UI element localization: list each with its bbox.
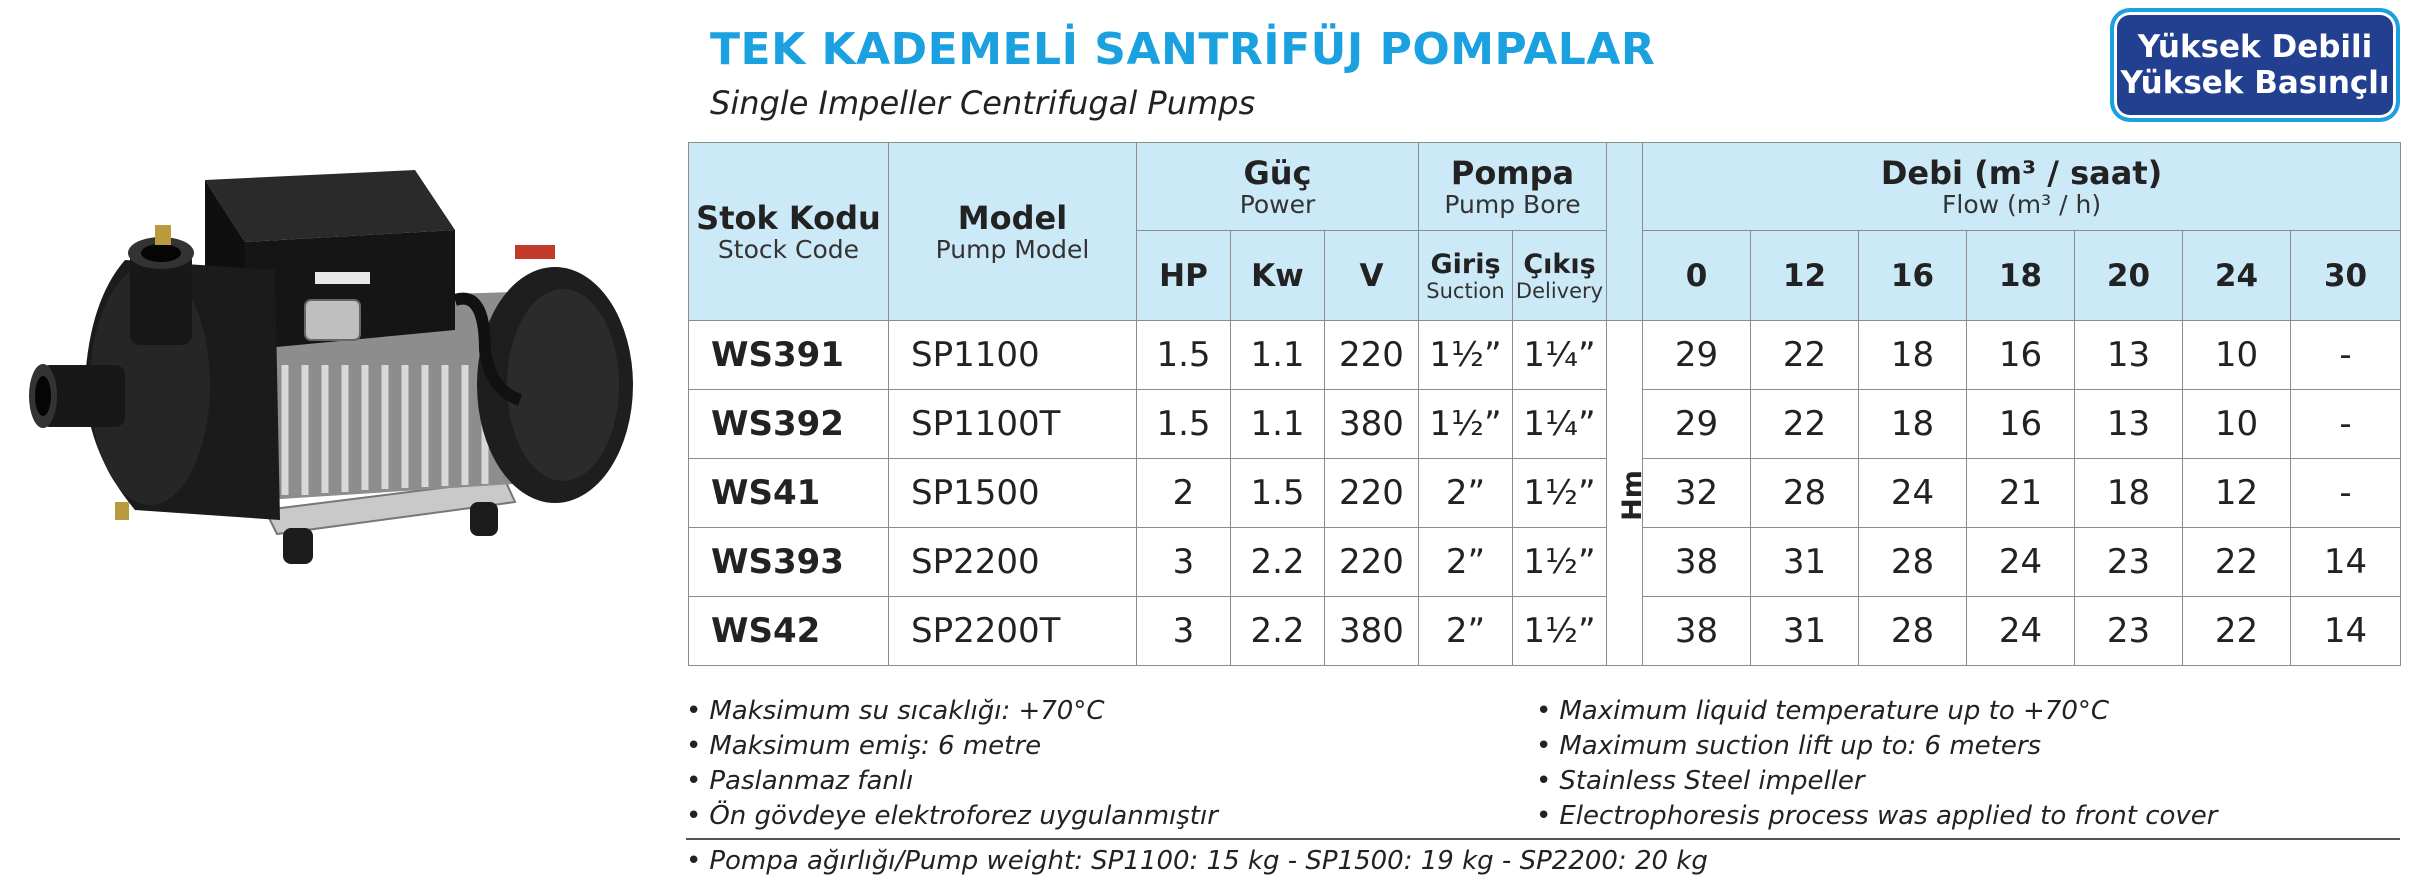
head-cell: 38 (1643, 528, 1751, 597)
head-cell: 24 (1967, 597, 2075, 666)
kw-cell: 2.2 (1231, 528, 1325, 597)
stock-code-cell: WS391 (689, 321, 889, 390)
stock-code-cell: WS392 (689, 390, 889, 459)
header-flow-0: 0 (1643, 231, 1751, 321)
head-cell: 18 (1859, 390, 1967, 459)
head-cell: 23 (2075, 597, 2183, 666)
head-cell: 21 (1967, 459, 2075, 528)
suction-cell: 2” (1419, 528, 1513, 597)
head-cell: 28 (1859, 597, 1967, 666)
weight-note: • Pompa ağırlığı/Pump weight: SP1100: 15 kg - SP1500: 19 kg - SP2200: 20 kg (686, 846, 1708, 876)
stock-code-cell: WS42 (689, 597, 889, 666)
header-kw: Kw (1231, 231, 1325, 321)
divider (686, 838, 2400, 840)
head-cell: 13 (2075, 321, 2183, 390)
delivery-cell: 1¼” (1513, 390, 1607, 459)
suction-cell: 1½” (1419, 390, 1513, 459)
table-row (689, 321, 2401, 390)
head-cell: 16 (1967, 390, 2075, 459)
hp-cell: 1.5 (1137, 321, 1231, 390)
hp-cell: 2 (1137, 459, 1231, 528)
header-pump-bore: Pompa Pump Bore (1419, 143, 1607, 231)
header-power: Güç Power (1137, 143, 1419, 231)
table-row (689, 528, 2401, 597)
head-cell: 22 (1751, 321, 1859, 390)
header-flow-16: 16 (1859, 231, 1967, 321)
header-suction: Giriş Suction (1419, 231, 1513, 321)
table-row (689, 459, 2401, 528)
note-item: • Maximum suction lift up to: 6 meters (1536, 729, 2217, 764)
kw-cell: 1.5 (1231, 459, 1325, 528)
volt-cell: 380 (1325, 390, 1419, 459)
model-cell: SP1100T (889, 390, 1137, 459)
model-cell: SP1500 (889, 459, 1137, 528)
header-hp: HP (1137, 231, 1231, 321)
head-cell: 31 (1751, 597, 1859, 666)
volt-cell: 220 (1325, 528, 1419, 597)
kw-cell: 2.2 (1231, 597, 1325, 666)
suction-cell: 2” (1419, 597, 1513, 666)
header-stock-code: Stok Kodu Stock Code (689, 143, 889, 321)
pump-product-image (15, 150, 635, 590)
head-cell: 22 (2183, 528, 2291, 597)
note-item: • Maksimum su sıcaklığı: +70°C (686, 694, 1218, 729)
suction-cell: 1½” (1419, 321, 1513, 390)
header-spacer (1607, 143, 1643, 321)
head-cell: 10 (2183, 390, 2291, 459)
stock-code-cell: WS41 (689, 459, 889, 528)
head-cell: 28 (1751, 459, 1859, 528)
header-flow-18: 18 (1967, 231, 2075, 321)
header-delivery: Çıkış Delivery (1513, 231, 1607, 321)
header-volt: V (1325, 231, 1419, 321)
head-cell: 18 (2075, 459, 2183, 528)
head-cell: 18 (1859, 321, 1967, 390)
header-flow-20: 20 (2075, 231, 2183, 321)
volt-cell: 220 (1325, 459, 1419, 528)
head-cell: 38 (1643, 597, 1751, 666)
hp-cell: 3 (1137, 597, 1231, 666)
kw-cell: 1.1 (1231, 321, 1325, 390)
head-cell: 14 (2291, 528, 2401, 597)
notes-english (1536, 694, 2217, 834)
header-flow-24: 24 (2183, 231, 2291, 321)
header-flow-30: 30 (2291, 231, 2401, 321)
hp-cell: 3 (1137, 528, 1231, 597)
note-item: • Paslanmaz fanlı (686, 764, 1218, 799)
head-cell: - (2291, 459, 2401, 528)
note-item: • Ön gövdeye elektroforez uygulanmıştır (686, 799, 1218, 834)
page-title: TEK KADEMELİ SANTRİFÜJ POMPALAR (710, 24, 1656, 75)
stock-code-cell: WS393 (689, 528, 889, 597)
header-model: Model Pump Model (889, 143, 1137, 321)
table-row (689, 390, 2401, 459)
suction-cell: 2” (1419, 459, 1513, 528)
model-cell: SP2200T (889, 597, 1137, 666)
head-cell: 29 (1643, 390, 1751, 459)
head-cell: 23 (2075, 528, 2183, 597)
head-cell: 14 (2291, 597, 2401, 666)
head-cell: 16 (1967, 321, 2075, 390)
hm-label: Hm (1616, 470, 1648, 521)
delivery-cell: 1½” (1513, 528, 1607, 597)
kw-cell: 1.1 (1231, 390, 1325, 459)
header-flow-12: 12 (1751, 231, 1859, 321)
delivery-cell: 1¼” (1513, 321, 1607, 390)
head-cell: 31 (1751, 528, 1859, 597)
head-cell: 24 (1967, 528, 2075, 597)
note-item: • Electrophoresis process was applied to front cover (1536, 799, 2217, 834)
hm-label-cell (1607, 321, 1648, 666)
hp-cell: 1.5 (1137, 390, 1231, 459)
feature-badge (2110, 8, 2400, 122)
model-cell: SP1100 (889, 321, 1137, 390)
head-cell: 22 (1751, 390, 1859, 459)
head-cell: - (2291, 390, 2401, 459)
table-row (689, 597, 2401, 666)
head-cell: 29 (1643, 321, 1751, 390)
spec-table (688, 142, 2401, 666)
volt-cell: 380 (1325, 597, 1419, 666)
head-cell: 22 (2183, 597, 2291, 666)
delivery-cell: 1½” (1513, 597, 1607, 666)
head-cell: 10 (2183, 321, 2291, 390)
head-cell: 24 (1859, 459, 1967, 528)
head-cell: 13 (2075, 390, 2183, 459)
volt-cell: 220 (1325, 321, 1419, 390)
head-cell: 32 (1643, 459, 1751, 528)
note-item: • Stainless Steel impeller (1536, 764, 2217, 799)
head-cell: - (2291, 321, 2401, 390)
model-cell: SP2200 (889, 528, 1137, 597)
notes-turkish (686, 694, 1218, 834)
page-subtitle: Single Impeller Centrifugal Pumps (710, 84, 1256, 122)
head-cell: 28 (1859, 528, 1967, 597)
header-flow: Debi (m³ / saat) Flow (m³ / h) (1643, 143, 2401, 231)
note-item: • Maximum liquid temperature up to +70°C (1536, 694, 2217, 729)
delivery-cell: 1½” (1513, 459, 1607, 528)
note-item: • Maksimum emiş: 6 metre (686, 729, 1218, 764)
badge-line-1: Yüksek Debili (2137, 29, 2373, 65)
badge-line-2: Yüksek Basınçlı (2120, 65, 2390, 101)
head-cell: 12 (2183, 459, 2291, 528)
